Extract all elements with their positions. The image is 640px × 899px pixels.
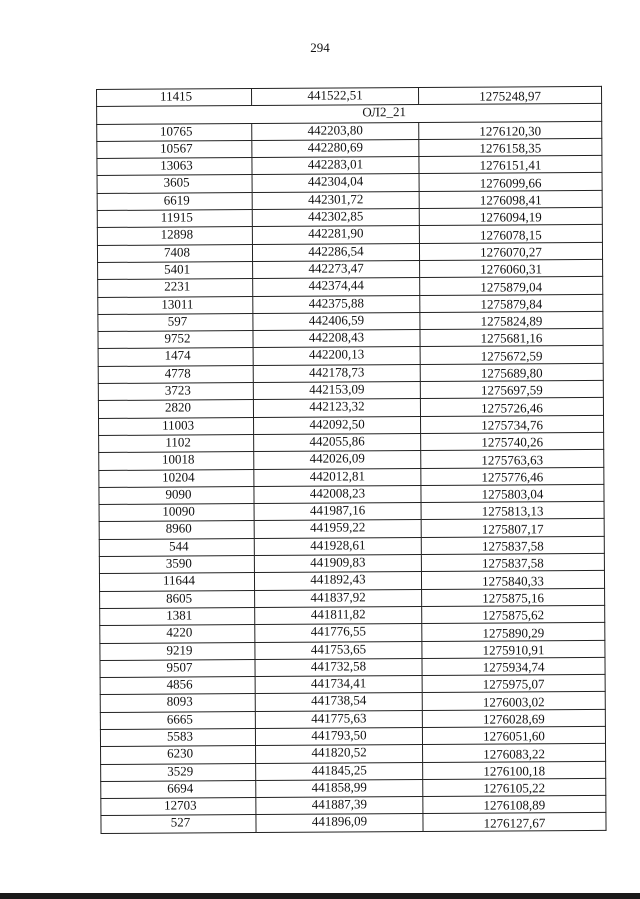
x-coordinate-cell: 442012,81 bbox=[254, 468, 421, 486]
point-number-cell: 4778 bbox=[98, 365, 253, 383]
y-coordinate-cell: 1275734,76 bbox=[421, 415, 604, 433]
y-coordinate-cell: 1275672,59 bbox=[420, 346, 603, 364]
x-coordinate-cell: 441811,82 bbox=[255, 606, 422, 624]
point-number-cell: 6665 bbox=[100, 711, 255, 729]
x-coordinate-cell: 442178,73 bbox=[253, 364, 420, 382]
point-number-cell: 8960 bbox=[99, 521, 254, 539]
y-coordinate-cell: 1276003,02 bbox=[422, 692, 605, 710]
y-coordinate-cell: 1275824,89 bbox=[420, 311, 603, 329]
x-coordinate-cell: 442153,09 bbox=[253, 382, 420, 400]
point-number-cell: 4856 bbox=[100, 677, 255, 695]
section-label: ОЛ2_21 bbox=[97, 104, 602, 124]
x-coordinate-cell: 442273,47 bbox=[253, 260, 420, 278]
point-number-cell: 10018 bbox=[99, 452, 254, 470]
x-coordinate-cell: 441928,61 bbox=[254, 537, 421, 555]
x-coordinate-cell: 441896,09 bbox=[256, 814, 423, 832]
x-coordinate-cell: 442406,59 bbox=[253, 312, 420, 330]
point-number-cell: 6694 bbox=[101, 780, 256, 798]
x-coordinate-cell: 442283,01 bbox=[252, 157, 419, 175]
x-coordinate-cell: 441892,43 bbox=[254, 572, 421, 590]
x-coordinate-cell: 441909,83 bbox=[254, 555, 421, 573]
x-coordinate-cell: 442092,50 bbox=[254, 416, 421, 434]
point-number-cell: 1474 bbox=[98, 348, 253, 366]
y-coordinate-cell: 1276070,27 bbox=[419, 242, 602, 260]
x-coordinate-cell: 442302,85 bbox=[252, 209, 419, 227]
y-coordinate-cell: 1275875,16 bbox=[422, 588, 605, 606]
y-coordinate-cell: 1276127,67 bbox=[423, 813, 606, 831]
y-coordinate-cell: 1276098,41 bbox=[419, 190, 602, 208]
y-coordinate-cell: 1275879,84 bbox=[420, 294, 603, 312]
y-coordinate-cell: 1275837,58 bbox=[421, 536, 604, 554]
x-coordinate-cell: 441858,99 bbox=[256, 779, 423, 797]
y-coordinate-cell: 1276099,66 bbox=[419, 173, 602, 191]
y-coordinate-cell: 1275837,58 bbox=[421, 553, 604, 571]
point-number-cell: 8605 bbox=[100, 590, 255, 608]
point-number-cell: 3529 bbox=[101, 763, 256, 781]
y-coordinate-cell: 1276094,19 bbox=[419, 207, 602, 225]
point-number-cell: 12703 bbox=[101, 798, 256, 816]
y-coordinate-cell: 1275934,74 bbox=[422, 657, 605, 675]
y-coordinate-cell: 1276105,22 bbox=[423, 778, 606, 796]
y-coordinate-cell: 1275840,33 bbox=[421, 571, 604, 589]
x-coordinate-cell: 441793,50 bbox=[255, 728, 422, 746]
y-coordinate-cell: 1275879,04 bbox=[420, 277, 603, 295]
y-coordinate-cell: 1276078,15 bbox=[419, 225, 602, 243]
x-coordinate-cell: 441987,16 bbox=[254, 503, 421, 521]
point-number-cell: 13063 bbox=[97, 158, 252, 176]
y-coordinate-cell: 1276028,69 bbox=[422, 709, 605, 727]
x-coordinate-cell: 441887,39 bbox=[256, 797, 423, 815]
y-coordinate-cell: 1276151,41 bbox=[419, 156, 602, 174]
x-coordinate-cell: 442281,90 bbox=[252, 226, 419, 244]
x-coordinate-cell: 442286,54 bbox=[252, 243, 419, 261]
x-coordinate-cell: 442374,44 bbox=[253, 278, 420, 296]
x-coordinate-cell: 441734,41 bbox=[255, 676, 422, 694]
scan-bottom-edge bbox=[0, 893, 640, 899]
point-number-cell: 9219 bbox=[100, 642, 255, 660]
point-number-cell: 1102 bbox=[99, 434, 254, 452]
point-number-cell: 9090 bbox=[99, 486, 254, 504]
point-number-cell: 11003 bbox=[99, 417, 254, 435]
point-number-cell: 2231 bbox=[98, 279, 253, 297]
point-number-cell: 544 bbox=[99, 538, 254, 556]
x-coordinate-cell: 441959,22 bbox=[254, 520, 421, 538]
y-coordinate-cell: 1275890,29 bbox=[422, 623, 605, 641]
y-coordinate-cell: 1275697,59 bbox=[420, 380, 603, 398]
y-coordinate-cell: 1276108,89 bbox=[423, 796, 606, 814]
point-number-cell: 5583 bbox=[100, 729, 255, 747]
y-coordinate-cell: 1276120,30 bbox=[419, 121, 602, 139]
y-coordinate-cell: 1275681,16 bbox=[420, 329, 603, 347]
y-coordinate-cell: 1275975,07 bbox=[422, 674, 605, 692]
x-coordinate-cell: 442026,09 bbox=[254, 451, 421, 469]
point-number-cell: 6619 bbox=[97, 192, 252, 210]
x-coordinate-cell: 441522,51 bbox=[252, 88, 419, 106]
point-number-cell: 9507 bbox=[100, 659, 255, 677]
y-coordinate-cell: 1275763,63 bbox=[421, 450, 604, 468]
point-number-cell: 11644 bbox=[99, 573, 254, 591]
x-coordinate-cell: 442008,23 bbox=[254, 485, 421, 503]
point-number-cell: 2820 bbox=[98, 400, 253, 418]
x-coordinate-cell: 442203,80 bbox=[252, 122, 419, 140]
y-coordinate-cell: 1275910,91 bbox=[422, 640, 605, 658]
x-coordinate-cell: 442055,86 bbox=[254, 433, 421, 451]
y-coordinate-cell: 1276100,18 bbox=[423, 761, 606, 779]
x-coordinate-cell: 441732,58 bbox=[255, 658, 422, 676]
x-coordinate-cell: 442301,72 bbox=[252, 191, 419, 209]
y-coordinate-cell: 1275248,97 bbox=[418, 86, 601, 104]
x-coordinate-cell: 441820,52 bbox=[256, 745, 423, 763]
point-number-cell: 8093 bbox=[100, 694, 255, 712]
point-number-cell: 5401 bbox=[98, 262, 253, 280]
y-coordinate-cell: 1275807,17 bbox=[421, 519, 604, 537]
table-row bbox=[101, 813, 606, 833]
x-coordinate-cell: 442208,43 bbox=[253, 330, 420, 348]
point-number-cell: 7408 bbox=[97, 244, 252, 262]
page-number: 294 bbox=[310, 40, 330, 55]
y-coordinate-cell: 1275726,46 bbox=[420, 398, 603, 416]
coordinate-table bbox=[96, 86, 607, 834]
x-coordinate-cell: 441753,65 bbox=[255, 641, 422, 659]
x-coordinate-cell: 441776,55 bbox=[255, 624, 422, 642]
point-number-cell: 6230 bbox=[101, 746, 256, 764]
x-coordinate-cell: 442123,32 bbox=[253, 399, 420, 417]
x-coordinate-cell: 442280,69 bbox=[252, 139, 419, 157]
point-number-cell: 13011 bbox=[98, 296, 253, 314]
point-number-cell: 10090 bbox=[99, 504, 254, 522]
x-coordinate-cell: 441845,25 bbox=[256, 762, 423, 780]
point-number-cell: 4220 bbox=[100, 625, 255, 643]
y-coordinate-cell: 1275740,26 bbox=[421, 432, 604, 450]
point-number-cell: 11415 bbox=[97, 89, 252, 107]
y-coordinate-cell: 1275689,80 bbox=[420, 363, 603, 381]
point-number-cell: 11915 bbox=[97, 210, 252, 228]
y-coordinate-cell: 1275875,62 bbox=[422, 605, 605, 623]
point-number-cell: 3605 bbox=[97, 175, 252, 193]
point-number-cell: 597 bbox=[98, 313, 253, 331]
x-coordinate-cell: 442375,88 bbox=[253, 295, 420, 313]
point-number-cell: 10204 bbox=[99, 469, 254, 487]
x-coordinate-cell: 441738,54 bbox=[255, 693, 422, 711]
y-coordinate-cell: 1276158,35 bbox=[419, 138, 602, 156]
point-number-cell: 9752 bbox=[98, 331, 253, 349]
point-number-cell: 12898 bbox=[97, 227, 252, 245]
y-coordinate-cell: 1276051,60 bbox=[422, 726, 605, 744]
y-coordinate-cell: 1275803,04 bbox=[421, 484, 604, 502]
x-coordinate-cell: 442304,04 bbox=[252, 174, 419, 192]
y-coordinate-cell: 1276083,22 bbox=[423, 744, 606, 762]
y-coordinate-cell: 1275776,46 bbox=[421, 467, 604, 485]
point-number-cell: 3590 bbox=[99, 556, 254, 574]
x-coordinate-cell: 441837,92 bbox=[255, 589, 422, 607]
x-coordinate-cell: 441775,63 bbox=[255, 710, 422, 728]
y-coordinate-cell: 1275813,13 bbox=[421, 502, 604, 520]
x-coordinate-cell: 442200,13 bbox=[253, 347, 420, 365]
point-number-cell: 1381 bbox=[100, 607, 255, 625]
coordinate-table-body bbox=[97, 86, 607, 833]
point-number-cell: 527 bbox=[101, 815, 256, 833]
y-coordinate-cell: 1276060,31 bbox=[420, 259, 603, 277]
point-number-cell: 10765 bbox=[97, 123, 252, 141]
point-number-cell: 10567 bbox=[97, 140, 252, 158]
point-number-cell: 3723 bbox=[98, 383, 253, 401]
